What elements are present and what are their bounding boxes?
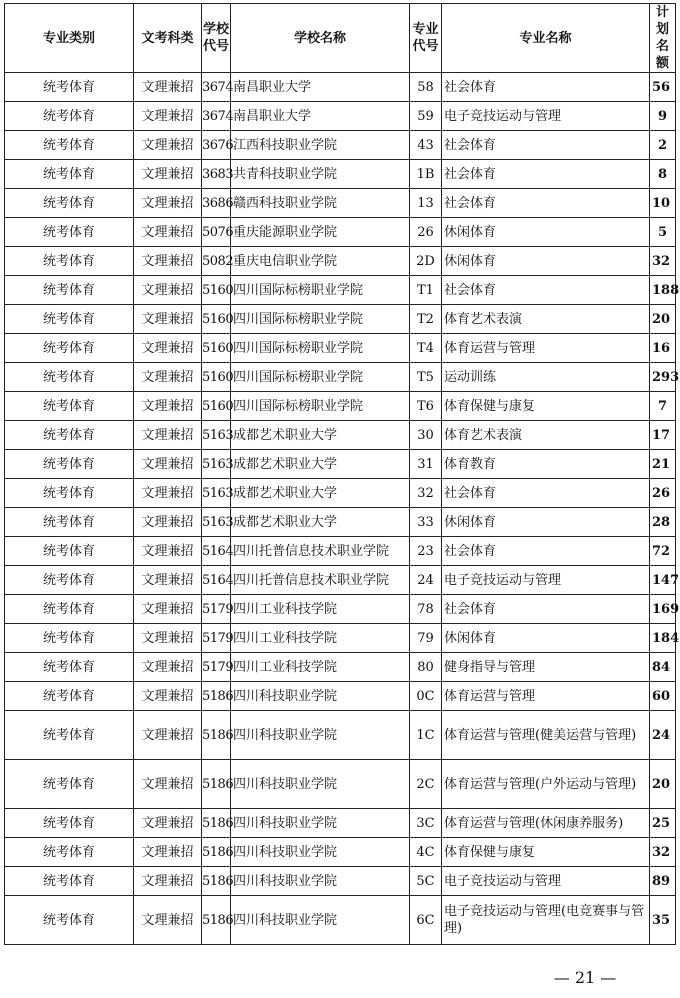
admissions-plan-table <box>4 3 680 945</box>
cell-major-name: 社会体育 <box>442 537 650 566</box>
table-row <box>5 479 676 508</box>
cell-major-code: 0C <box>410 682 442 711</box>
cell-school-name: 四川工业科技学院 <box>231 624 410 653</box>
cell-major-code: 23 <box>410 537 442 566</box>
cell-school-code: 5163 <box>202 479 231 508</box>
cell-plan: 21 <box>650 450 676 479</box>
cell-category: 统考体育 <box>5 479 134 508</box>
cell-subject: 文理兼招 <box>134 102 202 131</box>
cell-major-name: 电子竞技运动与管理 <box>442 102 650 131</box>
cell-major-name: 社会体育 <box>442 595 650 624</box>
cell-school-code: 5186 <box>202 838 231 867</box>
table-row <box>5 247 676 276</box>
cell-major-name: 社会体育 <box>442 479 650 508</box>
cell-plan: 5 <box>650 218 676 247</box>
cell-subject: 文理兼招 <box>134 896 202 945</box>
header-subject: 文考科类 <box>134 4 202 73</box>
table-row <box>5 653 676 682</box>
cell-school-name: 南昌职业大学 <box>231 102 410 131</box>
cell-major-name: 体育运营与管理 <box>442 682 650 711</box>
cell-category: 统考体育 <box>5 131 134 160</box>
cell-subject: 文理兼招 <box>134 305 202 334</box>
table-row <box>5 131 676 160</box>
cell-plan: 293 <box>650 363 676 392</box>
cell-major-code: T1 <box>410 276 442 305</box>
cell-major-code: 80 <box>410 653 442 682</box>
cell-school-name: 成都艺术职业大学 <box>231 479 410 508</box>
cell-major-name: 健身指导与管理 <box>442 653 650 682</box>
cell-subject: 文理兼招 <box>134 450 202 479</box>
cell-school-code: 3686 <box>202 189 231 218</box>
cell-subject: 文理兼招 <box>134 73 202 102</box>
cell-plan: 188 <box>650 276 676 305</box>
cell-major-name: 体育运营与管理(户外运动与管理) <box>442 760 650 809</box>
cell-school-code: 5179 <box>202 653 231 682</box>
cell-plan: 35 <box>650 896 676 945</box>
cell-school-name: 四川工业科技学院 <box>231 653 410 682</box>
cell-plan: 32 <box>650 838 676 867</box>
cell-school-name: 四川国际标榜职业学院 <box>231 334 410 363</box>
cell-school-code: 5179 <box>202 624 231 653</box>
cell-plan: 17 <box>650 421 676 450</box>
cell-school-code: 5186 <box>202 809 231 838</box>
cell-major-code: T4 <box>410 334 442 363</box>
header-plan: 计划 名额 <box>650 4 676 73</box>
cell-subject: 文理兼招 <box>134 624 202 653</box>
cell-category: 统考体育 <box>5 247 134 276</box>
table-row <box>5 421 676 450</box>
cell-subject: 文理兼招 <box>134 566 202 595</box>
cell-major-name: 体育运营与管理(休闲康养服务) <box>442 809 650 838</box>
cell-plan: 10 <box>650 189 676 218</box>
cell-major-code: 59 <box>410 102 442 131</box>
cell-subject: 文理兼招 <box>134 421 202 450</box>
cell-major-code: 6C <box>410 896 442 945</box>
header-row <box>5 4 676 73</box>
cell-school-code: 5164 <box>202 566 231 595</box>
cell-major-name: 休闲体育 <box>442 218 650 247</box>
cell-school-name: 四川科技职业学院 <box>231 711 410 760</box>
header-major-name: 专业名称 <box>442 4 650 73</box>
cell-major-name: 电子竞技运动与管理 <box>442 566 650 595</box>
cell-subject: 文理兼招 <box>134 838 202 867</box>
cell-major-name: 运动训练 <box>442 363 650 392</box>
cell-school-code: 5160 <box>202 334 231 363</box>
cell-major-code: 33 <box>410 508 442 537</box>
cell-school-code: 5160 <box>202 392 231 421</box>
cell-major-name: 社会体育 <box>442 160 650 189</box>
cell-category: 统考体育 <box>5 711 134 760</box>
cell-major-code: T5 <box>410 363 442 392</box>
cell-school-code: 5186 <box>202 760 231 809</box>
cell-subject: 文理兼招 <box>134 131 202 160</box>
cell-school-code: 5163 <box>202 450 231 479</box>
table-row <box>5 624 676 653</box>
table-row <box>5 838 676 867</box>
cell-category: 统考体育 <box>5 896 134 945</box>
cell-school-name: 四川工业科技学院 <box>231 595 410 624</box>
cell-subject: 文理兼招 <box>134 392 202 421</box>
table-row <box>5 450 676 479</box>
cell-major-name: 体育艺术表演 <box>442 305 650 334</box>
cell-major-name: 体育教育 <box>442 450 650 479</box>
table-row <box>5 711 676 760</box>
cell-category: 统考体育 <box>5 218 134 247</box>
cell-major-name: 体育运营与管理(健美运营与管理) <box>442 711 650 760</box>
cell-plan: 16 <box>650 334 676 363</box>
cell-subject: 文理兼招 <box>134 479 202 508</box>
cell-category: 统考体育 <box>5 334 134 363</box>
cell-major-code: 26 <box>410 218 442 247</box>
cell-category: 统考体育 <box>5 392 134 421</box>
cell-school-code: 3683 <box>202 160 231 189</box>
cell-school-name: 四川科技职业学院 <box>231 896 410 945</box>
cell-school-code: 5076 <box>202 218 231 247</box>
cell-school-name: 成都艺术职业大学 <box>231 421 410 450</box>
cell-major-code: 4C <box>410 838 442 867</box>
table-row <box>5 73 676 102</box>
cell-plan: 56 <box>650 73 676 102</box>
table-row <box>5 760 676 809</box>
cell-school-name: 四川国际标榜职业学院 <box>231 363 410 392</box>
cell-subject: 文理兼招 <box>134 653 202 682</box>
cell-school-name: 四川科技职业学院 <box>231 682 410 711</box>
table-row <box>5 809 676 838</box>
cell-school-name: 重庆能源职业学院 <box>231 218 410 247</box>
cell-plan: 169 <box>650 595 676 624</box>
cell-category: 统考体育 <box>5 508 134 537</box>
cell-subject: 文理兼招 <box>134 809 202 838</box>
cell-subject: 文理兼招 <box>134 508 202 537</box>
table-row <box>5 682 676 711</box>
cell-school-name: 成都艺术职业大学 <box>231 450 410 479</box>
cell-major-code: 2C <box>410 760 442 809</box>
cell-school-code: 5186 <box>202 682 231 711</box>
header-category: 专业类别 <box>5 4 134 73</box>
cell-school-name: 江西科技职业学院 <box>231 131 410 160</box>
cell-school-name: 成都艺术职业大学 <box>231 508 410 537</box>
table-row <box>5 508 676 537</box>
cell-major-code: T6 <box>410 392 442 421</box>
cell-subject: 文理兼招 <box>134 276 202 305</box>
cell-school-name: 四川国际标榜职业学院 <box>231 305 410 334</box>
cell-major-code: 2D <box>410 247 442 276</box>
cell-plan: 20 <box>650 760 676 809</box>
cell-major-name: 体育艺术表演 <box>442 421 650 450</box>
cell-category: 统考体育 <box>5 595 134 624</box>
cell-plan: 24 <box>650 711 676 760</box>
cell-major-code: 58 <box>410 73 442 102</box>
cell-school-code: 5179 <box>202 595 231 624</box>
cell-category: 统考体育 <box>5 421 134 450</box>
cell-school-code: 5186 <box>202 896 231 945</box>
cell-major-name: 电子竞技运动与管理 <box>442 867 650 896</box>
table-row <box>5 160 676 189</box>
cell-category: 统考体育 <box>5 809 134 838</box>
cell-school-code: 3674 <box>202 102 231 131</box>
cell-school-name: 四川科技职业学院 <box>231 838 410 867</box>
cell-school-name: 四川国际标榜职业学院 <box>231 392 410 421</box>
table-row <box>5 276 676 305</box>
cell-subject: 文理兼招 <box>134 160 202 189</box>
cell-major-code: 1C <box>410 711 442 760</box>
cell-plan: 32 <box>650 247 676 276</box>
cell-school-name: 共青科技职业学院 <box>231 160 410 189</box>
cell-plan: 7 <box>650 392 676 421</box>
cell-plan: 9 <box>650 102 676 131</box>
header-major-code: 专业 代号 <box>410 4 442 73</box>
cell-school-name: 赣西科技职业学院 <box>231 189 410 218</box>
header-school-name: 学校名称 <box>231 4 410 73</box>
table-body <box>5 73 680 945</box>
cell-category: 统考体育 <box>5 653 134 682</box>
cell-school-name: 四川科技职业学院 <box>231 867 410 896</box>
cell-category: 统考体育 <box>5 682 134 711</box>
table-row <box>5 363 676 392</box>
page-number: — 21 — <box>553 968 617 987</box>
cell-major-code: 13 <box>410 189 442 218</box>
cell-major-code: 43 <box>410 131 442 160</box>
cell-major-code: 3C <box>410 809 442 838</box>
table-row <box>5 218 676 247</box>
cell-school-name: 重庆电信职业学院 <box>231 247 410 276</box>
cell-school-name: 四川托普信息技术职业学院 <box>231 566 410 595</box>
cell-major-name: 体育保健与康复 <box>442 838 650 867</box>
cell-subject: 文理兼招 <box>134 867 202 896</box>
cell-plan: 89 <box>650 867 676 896</box>
header-school-code: 学校 代号 <box>202 4 231 73</box>
cell-major-name: 社会体育 <box>442 73 650 102</box>
cell-category: 统考体育 <box>5 276 134 305</box>
cell-subject: 文理兼招 <box>134 247 202 276</box>
cell-school-name: 南昌职业大学 <box>231 73 410 102</box>
cell-major-code: 1B <box>410 160 442 189</box>
cell-major-name: 休闲体育 <box>442 624 650 653</box>
cell-category: 统考体育 <box>5 363 134 392</box>
cell-plan: 26 <box>650 479 676 508</box>
cell-major-name: 电子竞技运动与管理(电竞赛事与管理) <box>442 896 650 945</box>
cell-category: 统考体育 <box>5 537 134 566</box>
cell-school-code: 5186 <box>202 867 231 896</box>
cell-subject: 文理兼招 <box>134 218 202 247</box>
table-row <box>5 537 676 566</box>
cell-major-code: 5C <box>410 867 442 896</box>
cell-school-code: 3674 <box>202 73 231 102</box>
cell-school-code: 5164 <box>202 537 231 566</box>
cell-school-code: 3676 <box>202 131 231 160</box>
table-row <box>5 595 676 624</box>
cell-major-name: 体育运营与管理 <box>442 334 650 363</box>
cell-school-name: 四川国际标榜职业学院 <box>231 276 410 305</box>
cell-subject: 文理兼招 <box>134 682 202 711</box>
cell-school-code: 5160 <box>202 305 231 334</box>
cell-category: 统考体育 <box>5 566 134 595</box>
cell-category: 统考体育 <box>5 305 134 334</box>
table-row <box>5 896 676 945</box>
cell-major-code: 79 <box>410 624 442 653</box>
cell-plan: 60 <box>650 682 676 711</box>
cell-plan: 28 <box>650 508 676 537</box>
cell-major-name: 休闲体育 <box>442 508 650 537</box>
cell-category: 统考体育 <box>5 450 134 479</box>
cell-plan: 147 <box>650 566 676 595</box>
cell-category: 统考体育 <box>5 102 134 131</box>
table-row <box>5 566 676 595</box>
table-row <box>5 305 676 334</box>
cell-plan: 20 <box>650 305 676 334</box>
cell-plan: 25 <box>650 809 676 838</box>
cell-subject: 文理兼招 <box>134 595 202 624</box>
cell-major-name: 休闲体育 <box>442 247 650 276</box>
cell-plan: 8 <box>650 160 676 189</box>
cell-major-name: 体育保健与康复 <box>442 392 650 421</box>
table-row <box>5 189 676 218</box>
cell-plan: 84 <box>650 653 676 682</box>
cell-major-name: 社会体育 <box>442 189 650 218</box>
cell-major-name: 社会体育 <box>442 276 650 305</box>
cell-major-code: 78 <box>410 595 442 624</box>
cell-subject: 文理兼招 <box>134 537 202 566</box>
cell-major-code: 32 <box>410 479 442 508</box>
cell-school-code: 5160 <box>202 276 231 305</box>
cell-major-name: 社会体育 <box>442 131 650 160</box>
cell-school-code: 5160 <box>202 363 231 392</box>
cell-category: 统考体育 <box>5 160 134 189</box>
cell-plan: 184 <box>650 624 676 653</box>
cell-subject: 文理兼招 <box>134 711 202 760</box>
table-row <box>5 392 676 421</box>
cell-major-code: 31 <box>410 450 442 479</box>
cell-subject: 文理兼招 <box>134 334 202 363</box>
cell-school-code: 5186 <box>202 711 231 760</box>
cell-category: 统考体育 <box>5 838 134 867</box>
table-row <box>5 102 676 131</box>
cell-plan: 2 <box>650 131 676 160</box>
cell-school-code: 5163 <box>202 508 231 537</box>
cell-subject: 文理兼招 <box>134 363 202 392</box>
table-row <box>5 867 676 896</box>
cell-major-code: 24 <box>410 566 442 595</box>
cell-major-code: 30 <box>410 421 442 450</box>
cell-subject: 文理兼招 <box>134 760 202 809</box>
cell-school-name: 四川科技职业学院 <box>231 809 410 838</box>
cell-major-code: T2 <box>410 305 442 334</box>
cell-school-code: 5082 <box>202 247 231 276</box>
cell-category: 统考体育 <box>5 760 134 809</box>
cell-category: 统考体育 <box>5 624 134 653</box>
cell-school-name: 四川科技职业学院 <box>231 760 410 809</box>
cell-school-name: 四川托普信息技术职业学院 <box>231 537 410 566</box>
cell-school-code: 5163 <box>202 421 231 450</box>
cell-category: 统考体育 <box>5 189 134 218</box>
cell-category: 统考体育 <box>5 73 134 102</box>
table-row <box>5 334 676 363</box>
cell-category: 统考体育 <box>5 867 134 896</box>
cell-plan: 72 <box>650 537 676 566</box>
cell-subject: 文理兼招 <box>134 189 202 218</box>
